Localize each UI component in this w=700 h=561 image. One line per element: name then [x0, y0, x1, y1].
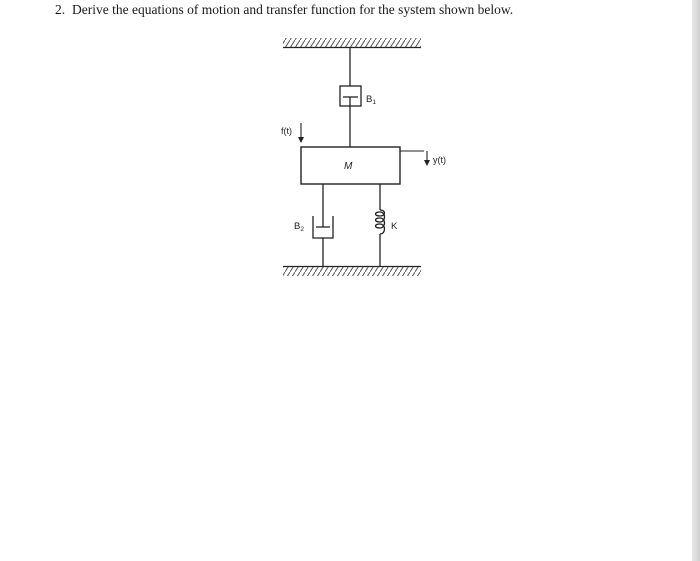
damper-b2	[313, 184, 333, 266]
label-displacement: y(t)	[433, 155, 446, 165]
damper-b1	[340, 48, 361, 148]
question-text: Derive the equations of motion and transfer function for the system shown below.	[72, 2, 514, 17]
displacement-indicator	[400, 151, 430, 166]
label-b2: $B_2$	[294, 221, 304, 233]
label-mass: M	[344, 161, 353, 172]
top-wall	[283, 38, 421, 48]
force-arrow	[298, 123, 304, 143]
label-force: f(t)	[281, 126, 292, 136]
label-b1: $B_1$	[366, 94, 376, 106]
bottom-wall	[283, 267, 421, 277]
label-k: K	[391, 221, 398, 232]
spring-k	[376, 184, 385, 266]
question-number: 2.	[55, 2, 66, 17]
